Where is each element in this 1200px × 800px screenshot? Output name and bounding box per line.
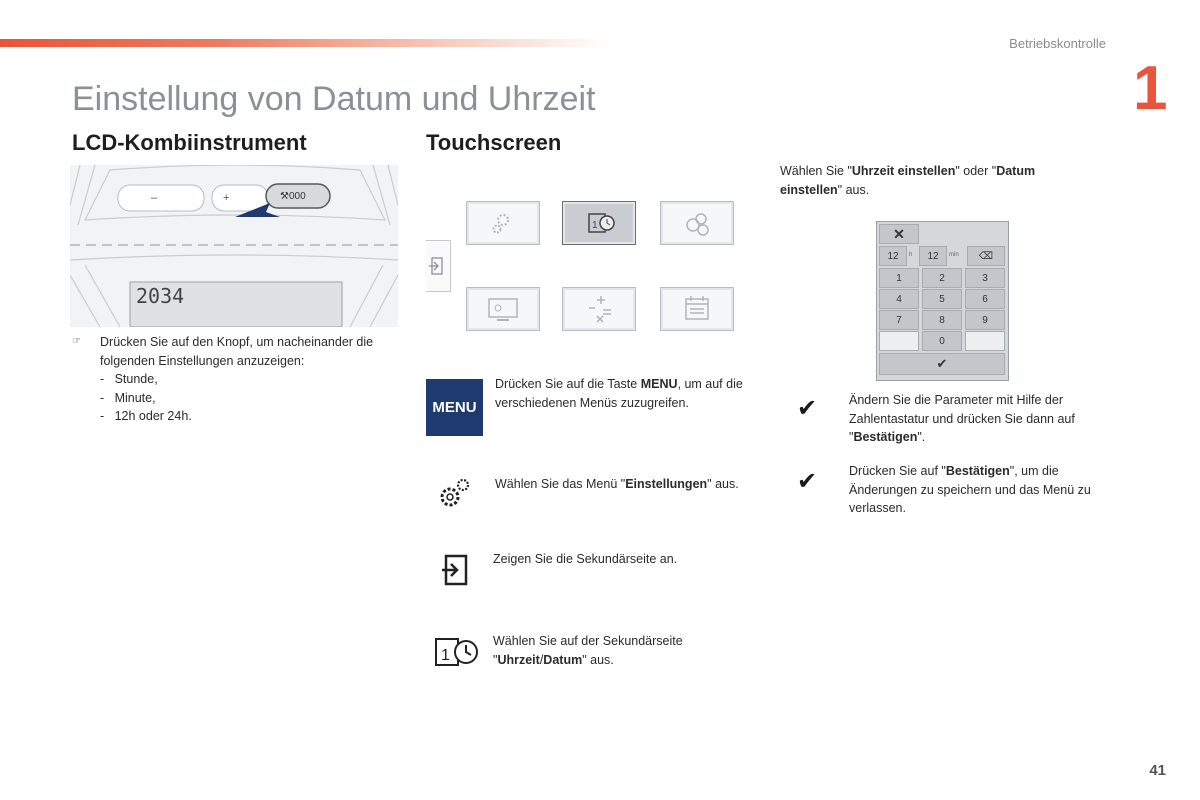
lcd-list-item: - Minute, [100, 390, 156, 405]
secondary-page-instruction: Zeigen Sie die Sekundärseite an. [493, 552, 678, 566]
plus-button-label: + [223, 192, 230, 204]
hour-unit: h [909, 252, 913, 258]
secondary-page-icon [440, 553, 470, 587]
lcd-intro-text: Drücken Sie auf den Knopf, um nacheinander die folgenden Einstellungen anzuzeigen: [100, 335, 374, 368]
header-accent-bar [0, 39, 610, 47]
gear-icon [467, 202, 539, 244]
tile-units [660, 201, 734, 245]
calculator-icon [563, 288, 635, 330]
touchscreen-heading: Touchscreen [426, 130, 562, 155]
lcd-list-item: - 12h oder 24h. [100, 409, 192, 423]
settings-gear-icon [436, 476, 472, 512]
section-name: Betriebskontrolle [1009, 36, 1106, 51]
hand-pointer-icon: ☞ [72, 336, 81, 347]
tile-calendar [660, 287, 734, 331]
numeric-keypad-illustration [876, 221, 1009, 381]
tile-settings [466, 201, 540, 245]
key-8: 8 [922, 310, 962, 330]
secondary-page-tab [426, 240, 451, 292]
svg-text:1: 1 [441, 647, 450, 664]
key-7: 7 [879, 310, 919, 330]
confirm-check-icon: ✔ [879, 353, 1005, 375]
key-6: 6 [965, 289, 1005, 309]
screen-brightness-icon [467, 288, 539, 330]
calendar-clock-icon [563, 202, 635, 244]
key-1: 1 [879, 268, 919, 288]
time-date-icon [434, 636, 482, 668]
hour-field: 12 [879, 246, 907, 266]
confirm-instruction: Drücken Sie auf "Bestätigen", um die Änderungen zu speichern und das Menü zu verlassen. [849, 464, 1091, 515]
instrument-cluster-illustration [70, 165, 398, 327]
minute-field: 12 [919, 246, 947, 266]
key-5: 5 [922, 289, 962, 309]
key-3: 3 [965, 268, 1005, 288]
settings-button-label: ⚒000 [280, 191, 306, 202]
lcd-instructions [72, 333, 397, 426]
tile-clock [562, 201, 636, 245]
minute-unit: min [949, 252, 959, 258]
change-parameters-instruction: Ändern Sie die Parameter mit Hilfe der Zahlentastatur und drücken Sie dann auf "Bestätigen". [849, 393, 1075, 444]
key-4: 4 [879, 289, 919, 309]
key-0: 0 [922, 331, 962, 351]
backspace-icon: ⌫ [967, 246, 1005, 266]
page-number: 41 [1149, 762, 1166, 779]
key-9: 9 [965, 310, 1005, 330]
key-2: 2 [922, 268, 962, 288]
chapter-number: 1 [1133, 54, 1168, 123]
svg-text:1: 1 [592, 220, 598, 231]
lcd-list-item: - Stunde, [100, 372, 158, 386]
check-icon: ✔ [797, 468, 818, 495]
key-blank-right [965, 331, 1005, 351]
settings-instruction: Wählen Sie das Menü "Einstellungen" aus. [495, 477, 739, 491]
minus-button-label: – [151, 192, 158, 204]
check-icon: ✔ [797, 395, 818, 422]
lcd-heading: LCD-Kombiinstrument [72, 130, 307, 155]
key-blank-left [879, 331, 919, 351]
menu-instruction: Drücken Sie auf die Taste MENU, um auf die verschiedenen Menüs zuzugreifen. [495, 377, 743, 410]
lcd-time-display: 2034 [136, 284, 185, 308]
menu-button: MENU [426, 379, 483, 436]
page-title: Einstellung von Datum und Uhrzeit [72, 80, 596, 118]
select-instruction: Wählen Sie "Uhrzeit einstellen" oder "Datum einstellen" aus. [780, 164, 1036, 197]
time-date-instruction: Wählen Sie auf der Sekundärseite "Uhrzeit/Datum" aus. [493, 634, 683, 667]
close-icon: ✕ [879, 224, 919, 244]
calendar-icon [661, 288, 733, 330]
tile-display [466, 287, 540, 331]
tile-calculator [562, 287, 636, 331]
units-icon [661, 202, 733, 244]
